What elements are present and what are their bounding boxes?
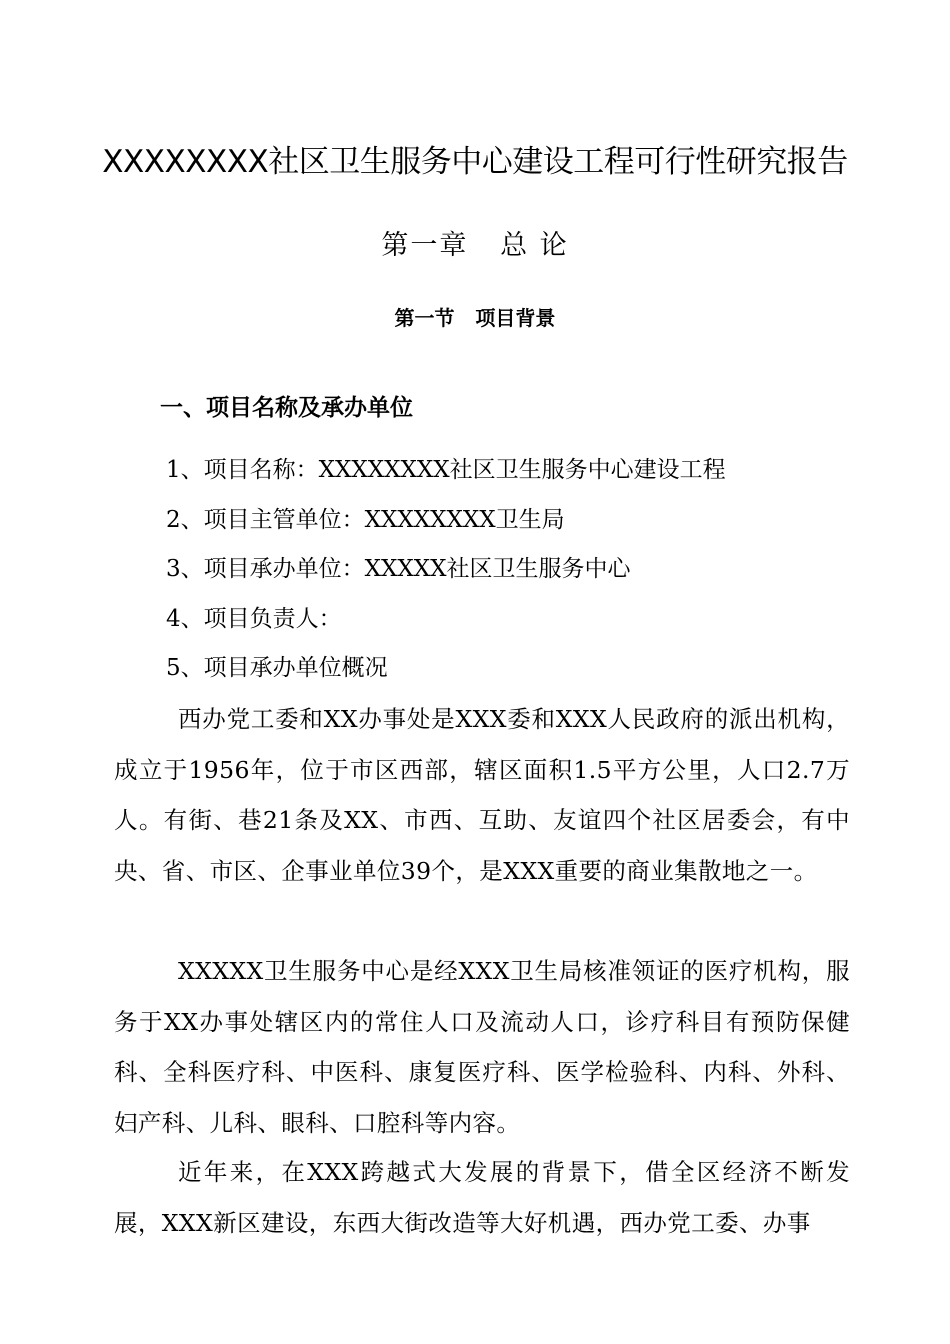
list-item-undertaking-unit: 3、项目承办单位：XXXXX社区卫生服务中心 (166, 556, 631, 582)
paragraph-office-overview: 西办党工委和XX办事处是XXX委和XXX人民政府的派出机构，成立于1956年，位于市区西部，辖区面积1.5平方公里，人口2.7万人。有街、巷21条及XX、市西、互助、友谊四个社区居委会，有中央、省、市区、企事业单位39个，是XXX重要的商业集散地之一。 (114, 705, 850, 885)
list-item-supervising-unit: 2、项目主管单位：XXXXXXXX卫生局 (166, 507, 565, 533)
chapter-heading: 第一章 总 论 (381, 230, 569, 261)
list-item-project-leader: 4、项目负责人： (166, 606, 342, 632)
list-item-unit-overview: 5、项目承办单位概况 (166, 655, 388, 681)
paragraph-health-center: XXXXX卫生服务中心是经XXX卫生局核准领证的医疗机构，服务于XX办事处辖区内的常住人口及流动人口，诊疗科目有预防保健科、全科医疗科、中医科、康复医疗科、医学检验科、内科、外科、妇产科、儿科、眼科、口腔科等内容。 (114, 957, 850, 1137)
list-item-project-name: 1、项目名称：XXXXXXXX社区卫生服务中心建设工程 (166, 457, 726, 483)
subsection-heading: 一、项目名称及承办单位 (160, 395, 413, 421)
section-heading: 第一节 项目背景 (394, 306, 556, 330)
paragraph-recent-years: 近年来，在XXX跨越式大发展的背景下，借全区经济不断发展，XXX新区建设，东西大街改造等大好机遇，西办党工委、办事 (114, 1158, 850, 1237)
document-title: XXXXXXXX社区卫生服务中心建设工程可行性研究报告 (102, 144, 848, 180)
